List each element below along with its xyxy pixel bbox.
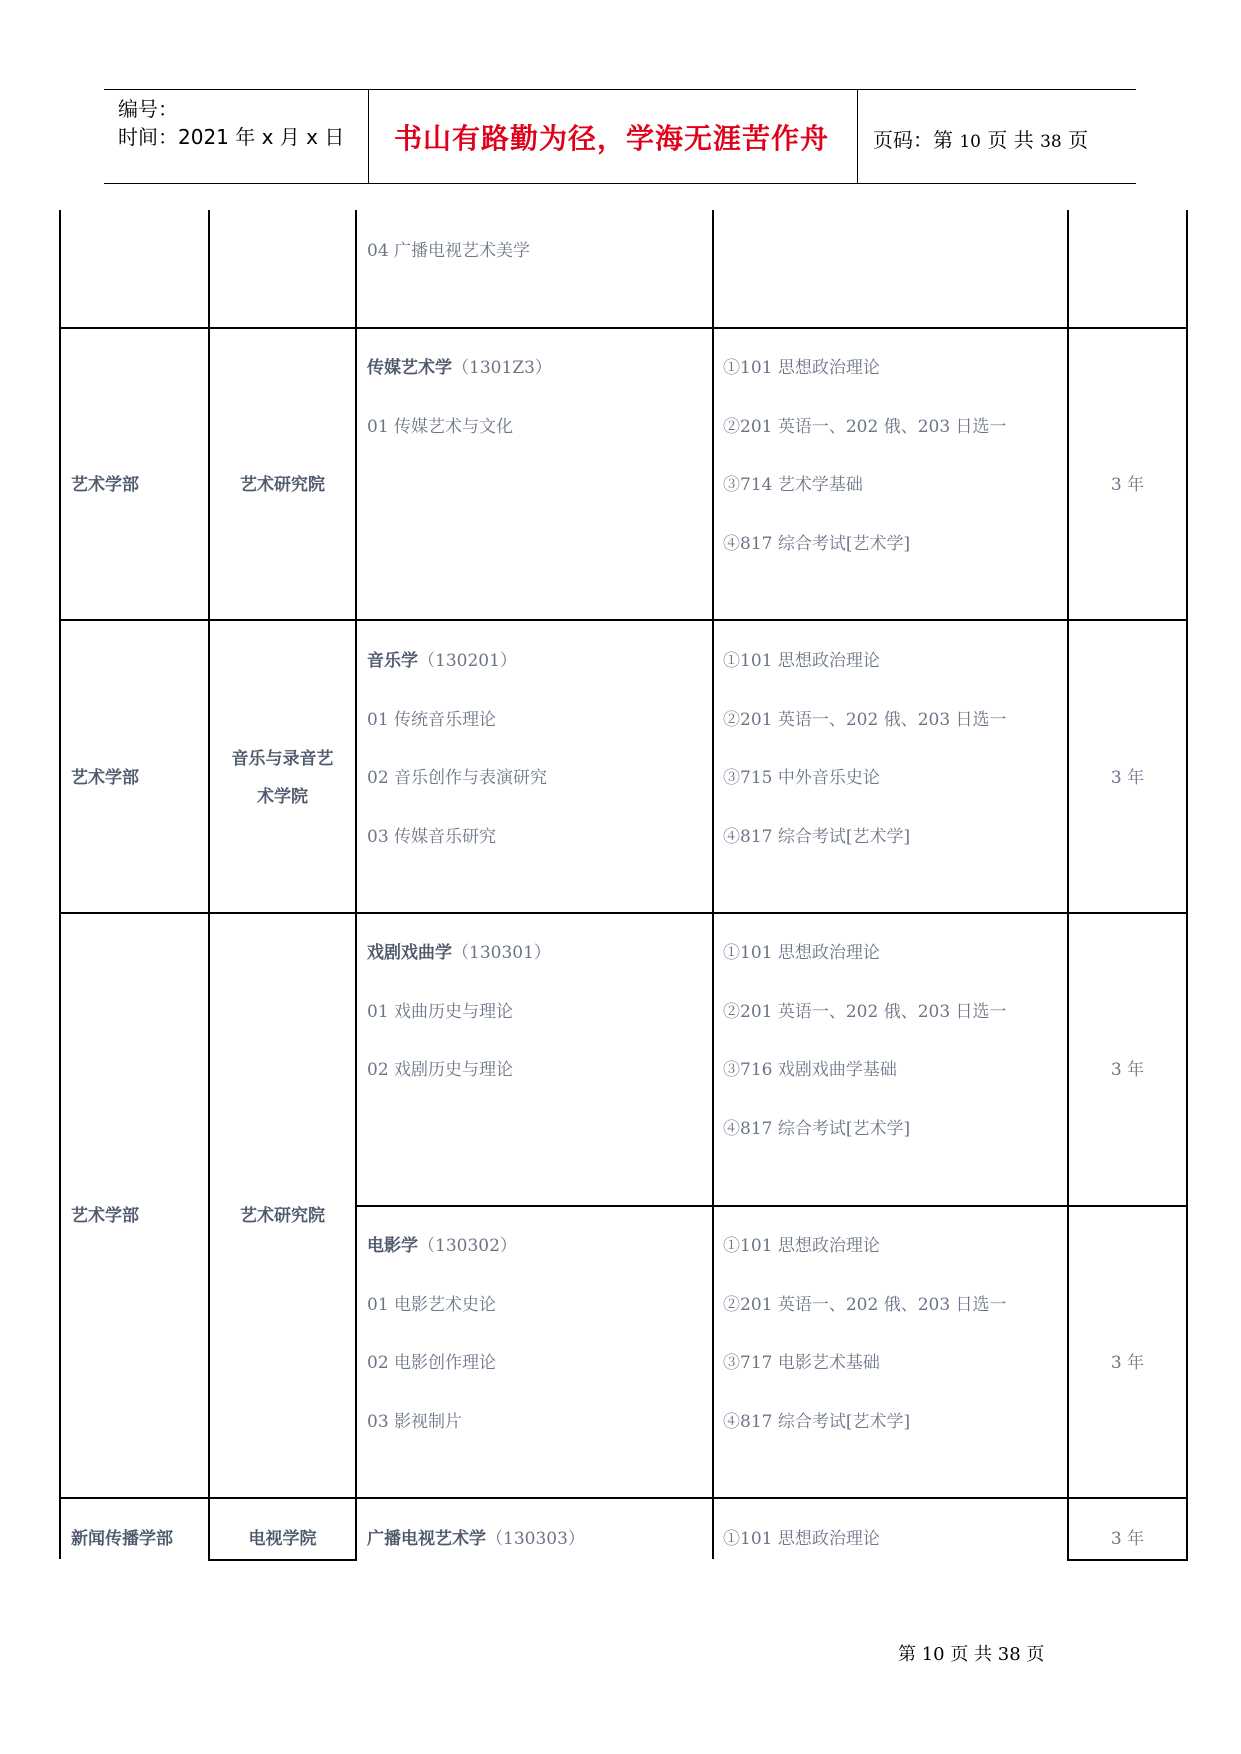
row2-exam-1: ①101 思想政治理论 [723, 651, 880, 671]
row4-dept: 新闻传播学部 [71, 1529, 173, 1549]
row2-direction-3: 03 传媒音乐研究 [367, 827, 497, 847]
row1-exam-3: ③714 艺术学基础 [723, 475, 863, 495]
row4-program-name: 广播电视艺术学 [367, 1529, 486, 1549]
row1-dept: 艺术学部 [71, 475, 139, 495]
row1-program-name: 传媒艺术学 [367, 358, 452, 378]
table-vline-4 [712, 210, 714, 1559]
page-code [873, 124, 1088, 153]
row2-program-code: （130201） [418, 651, 517, 671]
page-mid: 页 共 [987, 128, 1034, 152]
row4-college: 电视学院 [248, 1529, 317, 1549]
row3b-years: 3 年 [1110, 1353, 1145, 1373]
time-label: 时间：2021 年 x 月 x 日 [118, 125, 345, 149]
header-divider-right [857, 89, 858, 184]
row3a-program-code: （130301） [452, 943, 551, 963]
row2-program [367, 646, 517, 671]
row3-college: 艺术研究院 [240, 1206, 325, 1226]
row4-exam-1: ①101 思想政治理论 [723, 1529, 880, 1549]
table-hline-4 [59, 1497, 1188, 1499]
row1-program-code: （1301Z3） [452, 358, 552, 378]
row3b-program-name: 电影学 [367, 1236, 418, 1256]
row1-direction-1: 01 传媒艺术与文化 [367, 417, 514, 437]
table-vline-6 [1186, 210, 1188, 1561]
row3a-exam-1: ①101 思想政治理论 [723, 943, 880, 963]
row1-exam-1: ①101 思想政治理论 [723, 358, 880, 378]
code-label: 编号： [118, 97, 178, 121]
row1-college: 艺术研究院 [240, 475, 325, 495]
row1-exam-4: ④817 综合考试[艺术学] [723, 534, 911, 554]
row3b-direction-2: 02 电影创作理论 [367, 1353, 497, 1373]
table-vline-2 [208, 210, 210, 1561]
row2-college-line1: 音乐与录音艺 [231, 749, 334, 769]
table-hline-bottom-years [1067, 1559, 1188, 1561]
row0-direction-1: 04 广播电视艺术美学 [367, 241, 531, 261]
row4-years: 3 年 [1110, 1529, 1145, 1549]
row2-direction-2: 02 音乐创作与表演研究 [367, 768, 548, 788]
row3b-exam-4: ④817 综合考试[艺术学] [723, 1412, 911, 1432]
row3b-exam-1: ①101 思想政治理论 [723, 1236, 880, 1256]
row3b-program-code: （130302） [418, 1236, 517, 1256]
row3b-direction-1: 01 电影艺术史论 [367, 1295, 497, 1315]
row3b-exam-2: ②201 英语一、202 俄、203 日选一 [723, 1295, 1007, 1315]
row3a-exam-3: ③716 戏剧戏曲学基础 [723, 1060, 897, 1080]
page-total: 38 [1040, 132, 1062, 152]
table-vline-3 [355, 210, 357, 1561]
row3a-exam-2: ②201 英语一、202 俄、203 日选一 [723, 1002, 1007, 1022]
page-current: 10 [959, 132, 981, 152]
table-hline-1 [59, 327, 1188, 329]
row2-program-name: 音乐学 [367, 651, 418, 671]
row3b-program [367, 1231, 517, 1256]
row2-direction-1: 01 传统音乐理论 [367, 710, 497, 730]
header-top-rule [104, 89, 1136, 90]
table-hline-sub [355, 1205, 1188, 1207]
table-hline-bottom-college [208, 1559, 357, 1561]
row3a-program [367, 938, 551, 963]
row2-dept: 艺术学部 [71, 768, 139, 788]
row1-program [367, 353, 552, 378]
row3a-years: 3 年 [1110, 1060, 1145, 1080]
row4-program-code: （130303） [486, 1529, 585, 1549]
row3b-direction-3: 03 影视制片 [367, 1412, 463, 1432]
header-divider-left [368, 89, 369, 184]
row3a-direction-1: 01 戏曲历史与理论 [367, 1002, 514, 1022]
row2-exam-4: ④817 综合考试[艺术学] [723, 827, 911, 847]
row3a-direction-2: 02 戏剧历史与理论 [367, 1060, 514, 1080]
row2-years: 3 年 [1110, 768, 1145, 788]
row2-exam-2: ②201 英语一、202 俄、203 日选一 [723, 710, 1007, 730]
row1-exam-2: ②201 英语一、202 俄、203 日选一 [723, 417, 1007, 437]
header-bottom-rule [104, 183, 1136, 184]
table-hline-2 [59, 619, 1188, 621]
table-vline-1 [59, 210, 61, 1559]
row3b-exam-3: ③717 电影艺术基础 [723, 1353, 880, 1373]
table-hline-3 [59, 912, 1188, 914]
row2-college-line2: 术学院 [257, 787, 308, 807]
page-end: 页 [1068, 128, 1089, 152]
page-footer: 第 10 页 共 38 页 [898, 1644, 1045, 1665]
row3a-exam-4: ④817 综合考试[艺术学] [723, 1119, 911, 1139]
page-label: 页码：第 [873, 128, 953, 152]
row3-dept: 艺术学部 [71, 1206, 139, 1226]
motto-text: 书山有路勤为径，学海无涯苦作舟 [394, 122, 830, 155]
row2-exam-3: ③715 中外音乐史论 [723, 768, 880, 788]
row3a-program-name: 戏剧戏曲学 [367, 943, 452, 963]
row1-years: 3 年 [1110, 475, 1145, 495]
row4-program [367, 1524, 585, 1549]
